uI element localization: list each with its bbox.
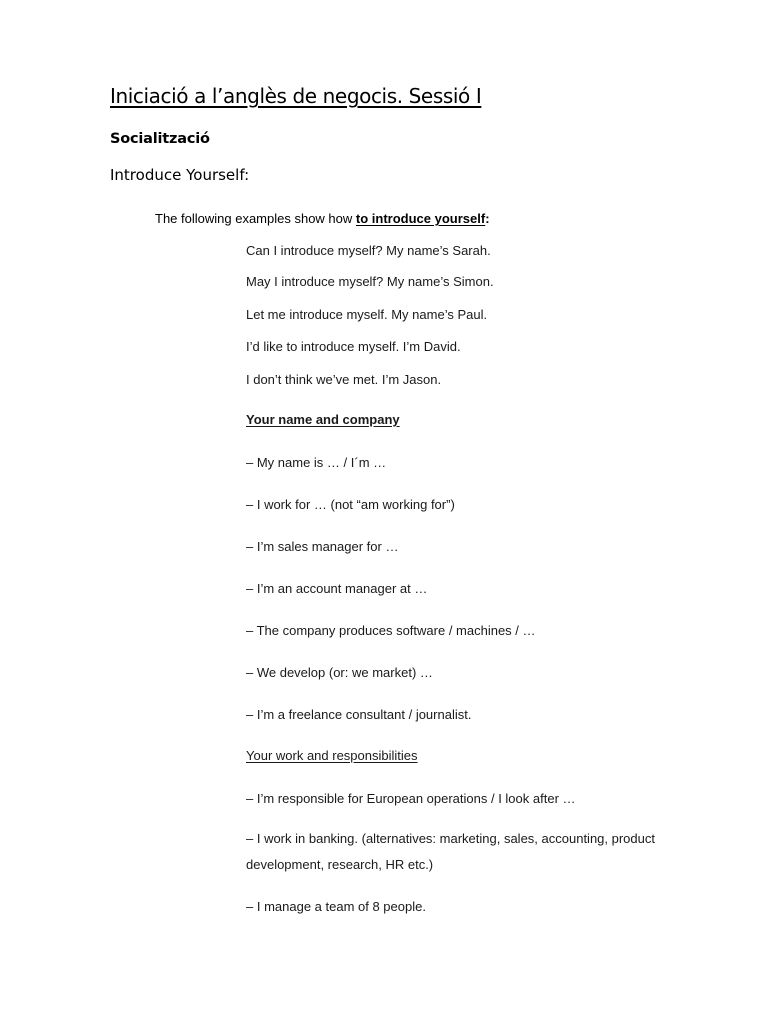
phrase-line: – My name is … / I´m …	[246, 455, 387, 470]
phrase-line: – I’m responsible for European operations / I look after …	[246, 791, 576, 806]
page-title: Iniciació a l’anglès de negocis. Sessió I	[110, 84, 482, 108]
work-responsibilities-heading: Your work and responsibilities	[246, 748, 418, 763]
name-company-heading: Your name and company	[246, 412, 400, 427]
intro-emphasis: to introduce yourself	[355, 211, 486, 226]
example-line: Let me introduce myself. My name’s Paul.	[246, 307, 488, 322]
example-line: I don’t think we’ve met. I’m Jason.	[246, 372, 442, 387]
section-heading: Socialització	[110, 131, 210, 147]
phrase-line: – I’m sales manager for …	[246, 539, 399, 554]
phrase-line: – I’m a freelance consultant / journalist.	[246, 707, 472, 722]
example-line: I’d like to introduce myself. I’m David.	[246, 339, 461, 354]
intro-sentence	[155, 211, 490, 226]
example-line: Can I introduce myself? My name’s Sarah.	[246, 243, 491, 258]
phrase-line: – I’m an account manager at …	[246, 581, 428, 596]
phrase-line: – The company produces software / machines / …	[246, 623, 536, 638]
phrase-line: – We develop (or: we market) …	[246, 665, 433, 680]
phrase-line: – I work in banking. (alternatives: marketing, sales, accounting, product development, research, HR etc.)	[246, 831, 655, 872]
subsection-heading: Introduce Yourself:	[110, 166, 250, 184]
phrase-line: – I work for … (not “am working for”)	[246, 497, 455, 512]
phrase-line: – I manage a team of 8 people.	[246, 899, 426, 914]
intro-colon: :	[485, 211, 490, 226]
intro-prefix: The following examples show how	[155, 211, 356, 226]
example-line: May I introduce myself? My name’s Simon.	[246, 274, 494, 289]
